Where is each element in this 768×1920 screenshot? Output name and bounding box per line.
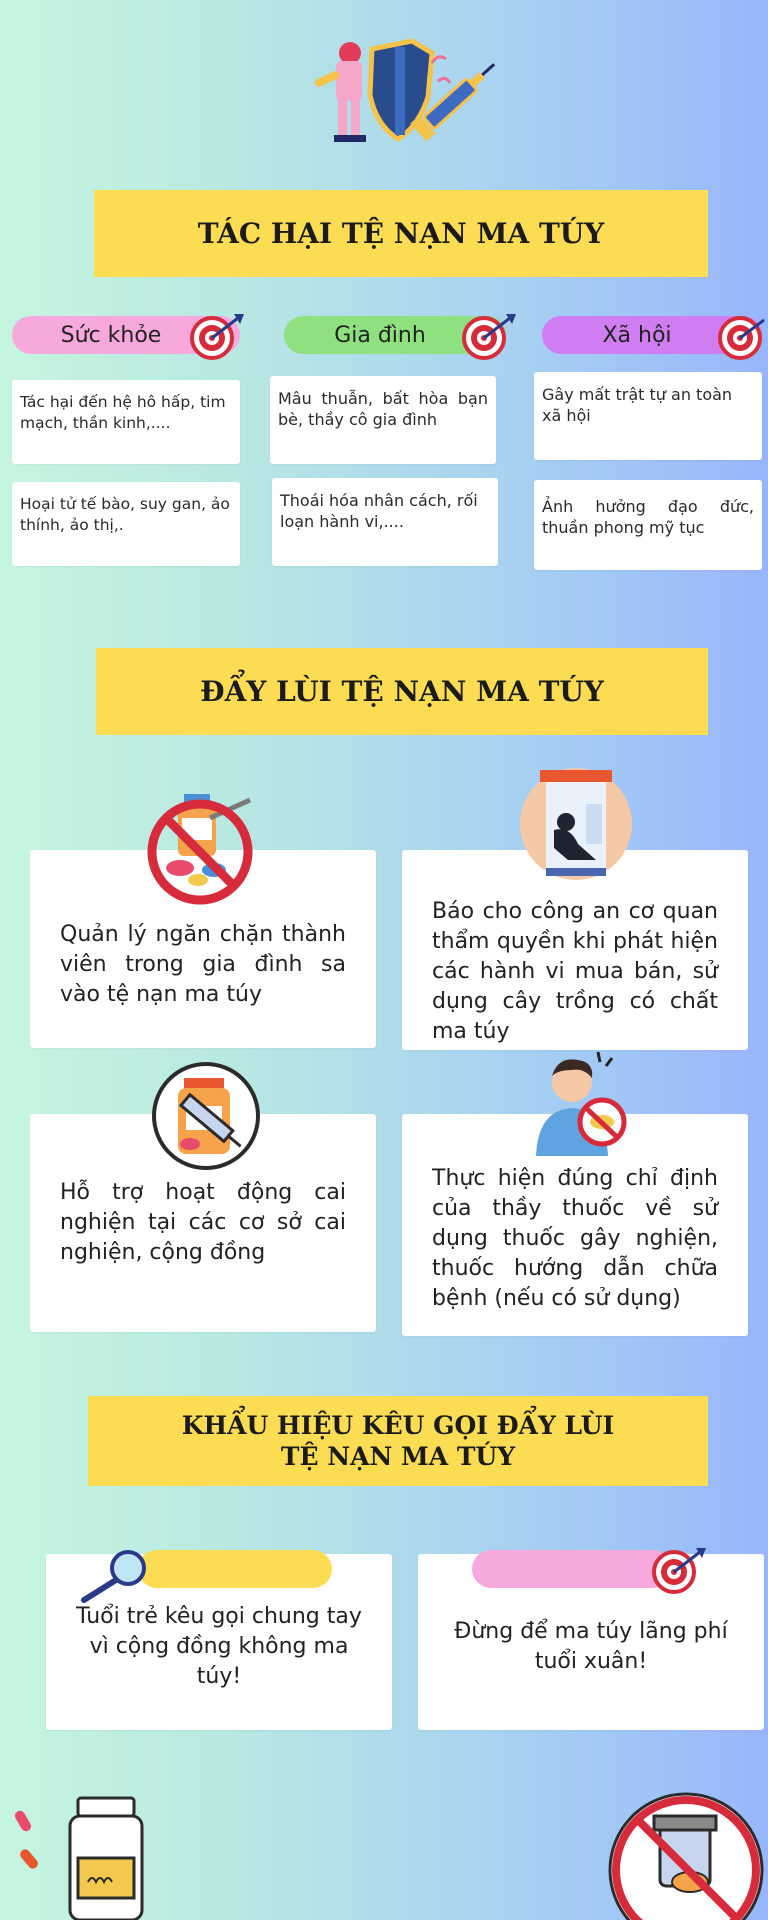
- slogan-pill-yellow: [138, 1550, 332, 1588]
- target-arrow-icon: [718, 312, 768, 360]
- category-pill-family: Gia đình: [284, 316, 506, 354]
- harm-card: Gây mất trật tự an toàn xã hội: [534, 372, 762, 460]
- section-title-line: KHẨU HIỆU KÊU GỌI ĐẨY LÙI: [181, 1411, 615, 1440]
- harm-card: Tác hại đến hệ hô hấp, tim mạch, thần kinh,....: [12, 380, 240, 464]
- action-card: Hỗ trợ hoạt động cai nghiện tại các cơ sở cai nghiện, cộng đồng: [30, 1114, 376, 1332]
- superhero-shield-syringe-icon: [300, 35, 500, 150]
- category-pill-society: Xã hội: [542, 316, 762, 354]
- harm-card: Mâu thuẫn, bất hòa bạn bè, thầy cô gia đình: [270, 376, 496, 464]
- prisoner-icon: [516, 764, 636, 884]
- target-arrow-icon: [190, 312, 246, 360]
- pills-bottle-icon: [14, 1796, 144, 1920]
- slogan-card: Đừng để ma túy lãng phí tuổi xuân!: [418, 1554, 764, 1730]
- section-title-line: TỆ NẠN MA TÚY: [280, 1442, 516, 1471]
- harm-card: Ảnh hưởng đạo đức, thuần phong mỹ tục: [534, 480, 762, 570]
- magnifier-icon: [80, 1548, 150, 1604]
- sick-person-no-pills-icon: [528, 1048, 638, 1158]
- harm-card: Thoái hóa nhân cách, rối loạn hành vi,....: [272, 478, 498, 566]
- slogan-pill-pink: [472, 1550, 672, 1588]
- section-title-slogans: [88, 1396, 708, 1486]
- action-card: Quản lý ngăn chặn thành viên trong gia đình sa vào tệ nạn ma túy: [30, 850, 376, 1048]
- target-arrow-icon: [652, 1546, 708, 1594]
- section-title-harms: TÁC HẠI TỆ NẠN MA TÚY: [94, 190, 708, 277]
- action-card: Báo cho công an cơ quan thẩm quyền khi phát hiện các hành vi mua bán, sử dụng cây trồng có chất ma túy: [402, 850, 748, 1050]
- no-syringe-icon: [150, 1060, 262, 1172]
- harm-card: Hoại tử tế bào, suy gan, ảo thính, ảo thị,.: [12, 482, 240, 566]
- no-drugs-icon: [140, 788, 260, 908]
- category-pill-health: Sức khỏe: [12, 316, 240, 354]
- no-drugs-bottle-icon: [604, 1786, 768, 1920]
- slogan-card: Tuổi trẻ kêu gọi chung tay vì cộng đồng không ma túy!: [46, 1554, 392, 1730]
- section-title-prevention: ĐẨY LÙI TỆ NẠN MA TÚY: [96, 648, 708, 735]
- action-card: Thực hiện đúng chỉ định của thầy thuốc về sử dụng thuốc gây nghiện, thuốc hướng dẫn chữa bệnh (nếu có sử dụng): [402, 1114, 748, 1336]
- target-arrow-icon: [462, 312, 518, 360]
